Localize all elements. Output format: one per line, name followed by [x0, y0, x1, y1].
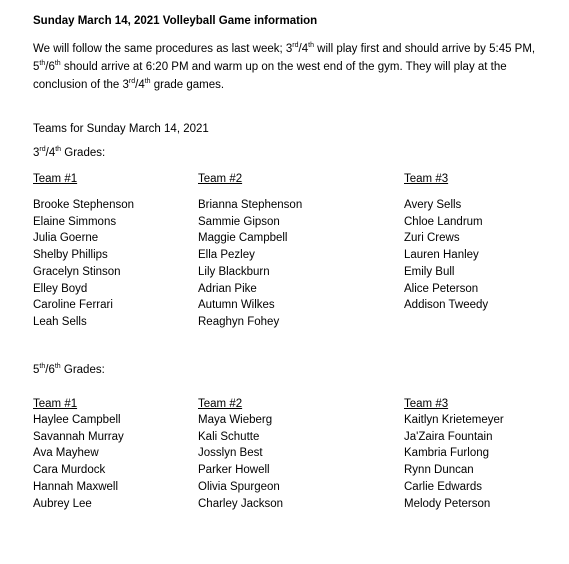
player-name: Shelby Phillips — [33, 249, 108, 262]
team-grid-5-6 — [33, 396, 553, 516]
player-name: Julia Goerne — [33, 232, 99, 245]
superscript: th — [55, 146, 62, 154]
grade-label-5-6 — [33, 362, 553, 378]
grade-text: 5 — [33, 364, 40, 376]
superscript: th — [54, 60, 61, 68]
document-body — [33, 13, 553, 516]
player-name: Chloe Landrum — [404, 215, 483, 228]
superscript: rd — [128, 78, 136, 86]
intro-text: grade games. — [150, 79, 225, 91]
grade-text: Grades: — [60, 364, 105, 376]
player-name: Adrian Pike — [198, 282, 257, 295]
team-header: Team #1 — [33, 173, 78, 185]
player-name: Carlie Edwards — [404, 480, 482, 493]
player-name: Hannah Maxwell — [33, 480, 119, 493]
player-name: Alice Peterson — [404, 282, 479, 295]
team-column — [198, 171, 302, 331]
player-name: Maggie Campbell — [198, 232, 288, 245]
team-column — [33, 171, 134, 331]
intro-text: /4 — [298, 43, 309, 55]
teams-heading: Teams for Sunday March 14, 2021 — [33, 123, 209, 135]
superscript: th — [308, 42, 314, 50]
team-header: Team #3 — [404, 173, 449, 185]
player-name: Brooke Stephenson — [33, 199, 135, 211]
player-name: Rynn Duncan — [404, 464, 474, 477]
player-name: Reaghyn Fohey — [198, 315, 280, 328]
intro-paragraph — [33, 40, 553, 94]
grade-text: Grades: — [61, 147, 106, 159]
player-name: Olivia Spurgeon — [198, 480, 280, 493]
team-header: Team #2 — [198, 173, 243, 185]
player-name: Cara Murdock — [33, 464, 106, 477]
intro-text: /6 — [45, 61, 55, 73]
player-name: Haylee Campbell — [33, 414, 121, 426]
player-name: Leah Sells — [33, 315, 87, 328]
player-name: Caroline Ferrari — [33, 299, 113, 312]
intro-text: will play first and should arrive by 5:45 PM, 5 — [33, 43, 536, 73]
player-name: Savannah Murray — [33, 430, 124, 443]
player-name: Ava Mayhew — [33, 447, 99, 460]
superscript: th — [39, 363, 46, 371]
intro-text: /4 — [135, 79, 145, 91]
grade-text: /4 — [45, 147, 56, 159]
superscript: rd — [39, 146, 46, 154]
superscript: rd — [292, 42, 299, 50]
player-name: Parker Howell — [198, 464, 270, 477]
document-title: Sunday March 14, 2021 Volleyball Game information — [33, 15, 318, 27]
player-name: Ja'Zaira Fountain — [404, 430, 493, 443]
player-name: Lily Blackburn — [198, 265, 270, 278]
player-name: Avery Sells — [404, 199, 462, 211]
player-name: Kambria Furlong — [404, 447, 490, 460]
player-name: Maya Wieberg — [198, 414, 273, 426]
team-column — [33, 396, 124, 512]
grade-text: 3 — [33, 147, 40, 159]
player-name: Charley Jackson — [198, 497, 284, 510]
team-column — [198, 396, 283, 512]
superscript: th — [54, 363, 61, 371]
player-name: Elley Boyd — [33, 282, 88, 295]
player-name: Gracelyn Stinson — [33, 265, 121, 278]
team-column — [404, 396, 504, 512]
player-name: Kaitlyn Krietemeyer — [404, 414, 504, 426]
team-grid-3-4 — [33, 171, 553, 341]
team-header: Team #1 — [33, 398, 78, 410]
player-name: Melody Peterson — [404, 497, 491, 510]
team-header: Team #3 — [404, 398, 449, 410]
player-name: Kali Schutte — [198, 430, 260, 443]
player-name: Aubrey Lee — [33, 497, 92, 510]
player-name: Ella Pezley — [198, 249, 255, 262]
player-name: Sammie Gipson — [198, 215, 280, 228]
intro-text: We will follow the same procedures as last week; 3 — [33, 43, 293, 55]
player-name: Zuri Crews — [404, 232, 460, 245]
intro-text: should arrive at 6:20 PM and warm up on the west end of the gym. They will play at the conclusion of the 3 — [33, 61, 507, 91]
superscript: th — [144, 78, 151, 86]
superscript: th — [39, 60, 46, 68]
player-name: Brianna Stephenson — [198, 199, 303, 211]
player-name: Addison Tweedy — [404, 299, 489, 312]
team-header: Team #2 — [198, 398, 243, 410]
grade-text: /6 — [45, 364, 55, 376]
player-name: Lauren Hanley — [404, 249, 479, 262]
player-name: Elaine Simmons — [33, 215, 117, 228]
team-column — [404, 171, 488, 314]
player-name: Autumn Wilkes — [198, 299, 275, 312]
grade-label-3-4 — [33, 145, 553, 161]
player-name: Josslyn Best — [198, 447, 263, 460]
player-name: Emily Bull — [404, 265, 455, 278]
